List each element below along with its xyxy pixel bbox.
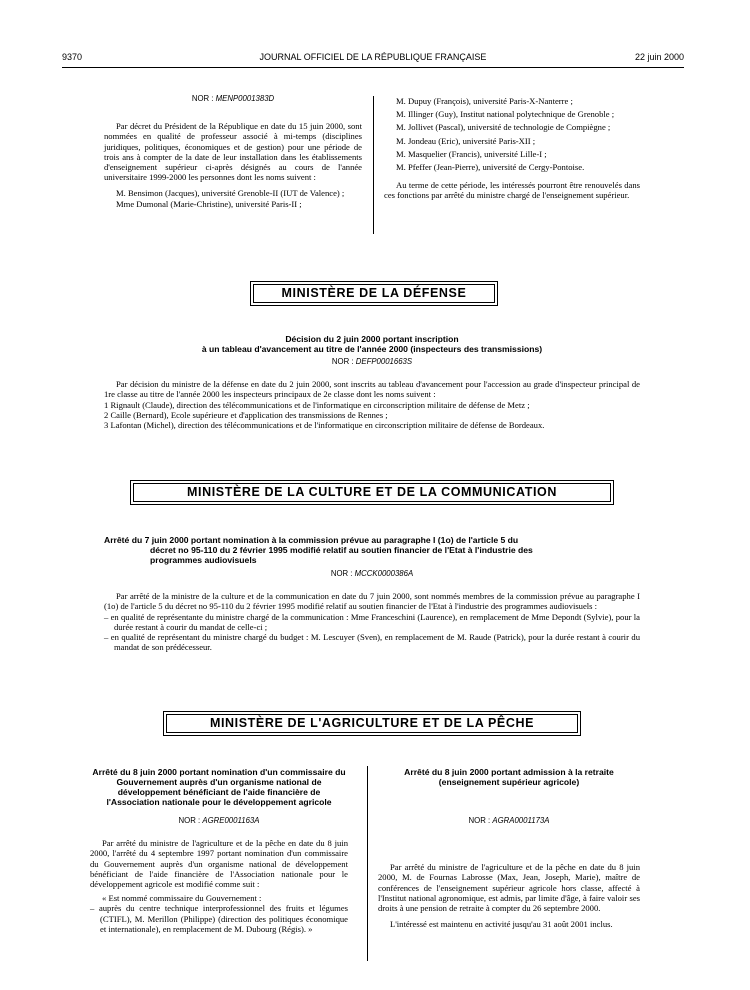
- ministry-heading: MINISTÈRE DE L'AGRICULTURE ET DE LA PÊCHE: [166, 714, 578, 733]
- order-title: Arrêté du 7 juin 2000 portant nomination à la commission prévue au paragraphe I (1o) de l'article 5 du décret no 95-110 du 2 février 1995 modifié relatif au soutien financier de l'Etat à l'industrie des programmes audiovisuels: [104, 535, 533, 565]
- list-item: – auprès du centre technique interprofessionnel des fruits et légumes (CTIFL), M. Merillon (Philippe) (direction des politiques économique et internationale), en remplacement de M. Dubourg (Régis). »: [90, 903, 348, 934]
- list-item: – en qualité de représentante du ministre chargé de la communication : Mme Franceschini (Laurence), en remplacement de Mme Depondt (Sylvie), pour la durée restant à courir du mandat de celle-ci ;: [104, 611, 640, 632]
- list-item: – en qualité de représentant du ministre chargé du budget : M. Lescuyer (Sven), en remplacement de M. Raude (Patrick), pour la durée restant à courir du mandat de son prédécesseur.: [104, 632, 640, 653]
- list-item: 1 Rignault (Claude), direction des télécommunications et de l'informatique en circonscription militaire de défense de Metz ;: [104, 399, 530, 410]
- nor-reference: NOR : AGRA0001173A: [468, 816, 550, 825]
- nor-reference: NOR : AGRE0001163A: [178, 816, 260, 825]
- list-item: 2 Caille (Bernard), Ecole supérieure et d'application des transmissions de Rennes ;: [104, 409, 388, 420]
- page-header: [62, 52, 684, 68]
- page-number: 9370: [62, 52, 83, 62]
- agriculture-right-body: [378, 816, 640, 929]
- column-divider: [367, 766, 368, 961]
- nor-reference: NOR : DEFP0001663S: [331, 357, 413, 366]
- ministry-heading-box: [163, 711, 581, 736]
- quoted-text: « Est nommé commissaire du Gouvernement :: [102, 893, 262, 904]
- order-title-right: Arrêté du 8 juin 2000 portant admission à la retraite (enseignement supérieur agricole): [404, 767, 614, 787]
- column-divider: [373, 96, 374, 234]
- decree-intro: Par décret du Président de la République en date du 15 juin 2000, sont nommées en qualité de professeur associé à mi-temps (disciplines juridiques, politiques, économiques et de gestion) pour une période de trois ans à compter de la date de leur installation dans les établissements d'enseignement supérieur ci-après désignés au cours de l'année universitaire 1999-2000 les personnes dont les noms suivent :: [104, 121, 362, 183]
- list-item: 3 Lafontan (Michel), direction des télécommunications et de l'informatique en circonscription militaire de défense de Bordeaux.: [104, 420, 545, 431]
- defense-body: [104, 357, 640, 430]
- appointee-entry: M. Illinger (Guy), Institut national polytechnique de Grenoble ;: [396, 109, 615, 120]
- ministry-heading: MINISTÈRE DE LA CULTURE ET DE LA COMMUNICATION: [133, 483, 611, 502]
- appointee-entry: Mme Dumonal (Marie-Christine), université Paris-II ;: [116, 198, 302, 209]
- ministry-heading-box: [130, 480, 614, 505]
- agriculture-left-body: [90, 816, 348, 934]
- appointee-entry: M. Masquelier (Francis), université Lille-I ;: [396, 148, 547, 159]
- appointee-entry: M. Dupuy (François), université Paris-X-Nanterre ;: [396, 96, 573, 106]
- ministry-heading-box: [250, 281, 498, 306]
- appointee-entry: M. Jollivet (Pascal), université de technologie de Compiègne ;: [396, 122, 611, 133]
- appointee-entry: M. Bensimon (Jacques), université Grenoble-II (IUT de Valence) ;: [116, 188, 345, 199]
- appointments-right-column: [384, 96, 640, 201]
- nor-reference: NOR : MENP0001383D: [191, 94, 275, 103]
- order-intro: Par arrêté de la ministre de la culture et de la communication en date du 7 juin 2000, sont nommés membres de la commission prévue au paragraphe I (1o) de l'article 5 du décret no 95-110 du 2 février 1995 modifié relatif au soutien financier de l'Etat à l'industrie des programmes audiovisuels :: [104, 591, 640, 612]
- appointee-entry: M. Pfeffer (Jean-Pierre), université de Cergy-Pontoise.: [396, 162, 585, 173]
- nor-reference: NOR : MCCK0000386A: [330, 569, 414, 578]
- appointee-entry: M. Jondeau (Eric), université Paris-XII ;: [396, 135, 536, 146]
- order-intro: Par arrêté du ministre de l'agriculture et de la pêche en date du 8 juin 2000, l'arrêté du 4 septembre 1997 portant nomination d'un commissaire du Gouvernement auprès d'un organisme national de développement bénéficiant de l'aide financière de l'Association nationale pour le développement agricole est modifié comme suit :: [90, 838, 348, 890]
- ministry-heading: MINISTÈRE DE LA DÉFENSE: [253, 284, 495, 303]
- journal-title: JOURNAL OFFICIEL DE LA RÉPUBLIQUE FRANÇAISE: [259, 52, 487, 62]
- appointments-left-column: [104, 94, 362, 209]
- order-title-left: Arrêté du 8 juin 2000 portant nomination d'un commissaire du Gouvernement auprès d'un organisme national de développement bénéficiant de l'aide financière de l'Association nationale pour le développement agricole: [92, 767, 346, 807]
- decision-title: Décision du 2 juin 2000 portant inscription à un tableau d'avancement au titre de l'année 2000 (inspecteurs des transmissions): [201, 334, 543, 354]
- culture-body: [104, 569, 640, 652]
- order-intro: Par arrêté du ministre de l'agriculture et de la pêche en date du 8 juin 2000, M. de Fournas Labrosse (Max, Jean, Joseph, Marie), maître de conférences de l'enseignement supérieur agricole hors classe, affecté à l'Institut national agronomique, est admis, par limite d'âge, à faire valoir ses droits à une pension de retraite à compter du 26 septembre 2000.: [378, 862, 640, 914]
- issue-date: 22 juin 2000: [634, 52, 684, 62]
- decision-intro: Par décision du ministre de la défense en date du 2 juin 2000, sont inscrits au tableau d'avancement pour l'accession au grade d'inspecteur principal de 1re classe au titre de l'année 2000 les inspecteurs principaux de 2e classe dont les noms suivent :: [104, 379, 640, 400]
- closing-paragraph: Au terme de cette période, les intéressés pourront être renouvelés dans ces fonctions par arrêté du ministre chargé de l'enseignement supérieur.: [384, 180, 640, 201]
- closing-paragraph: L'intéressé est maintenu en activité jusqu'au 31 août 2001 inclus.: [390, 919, 613, 930]
